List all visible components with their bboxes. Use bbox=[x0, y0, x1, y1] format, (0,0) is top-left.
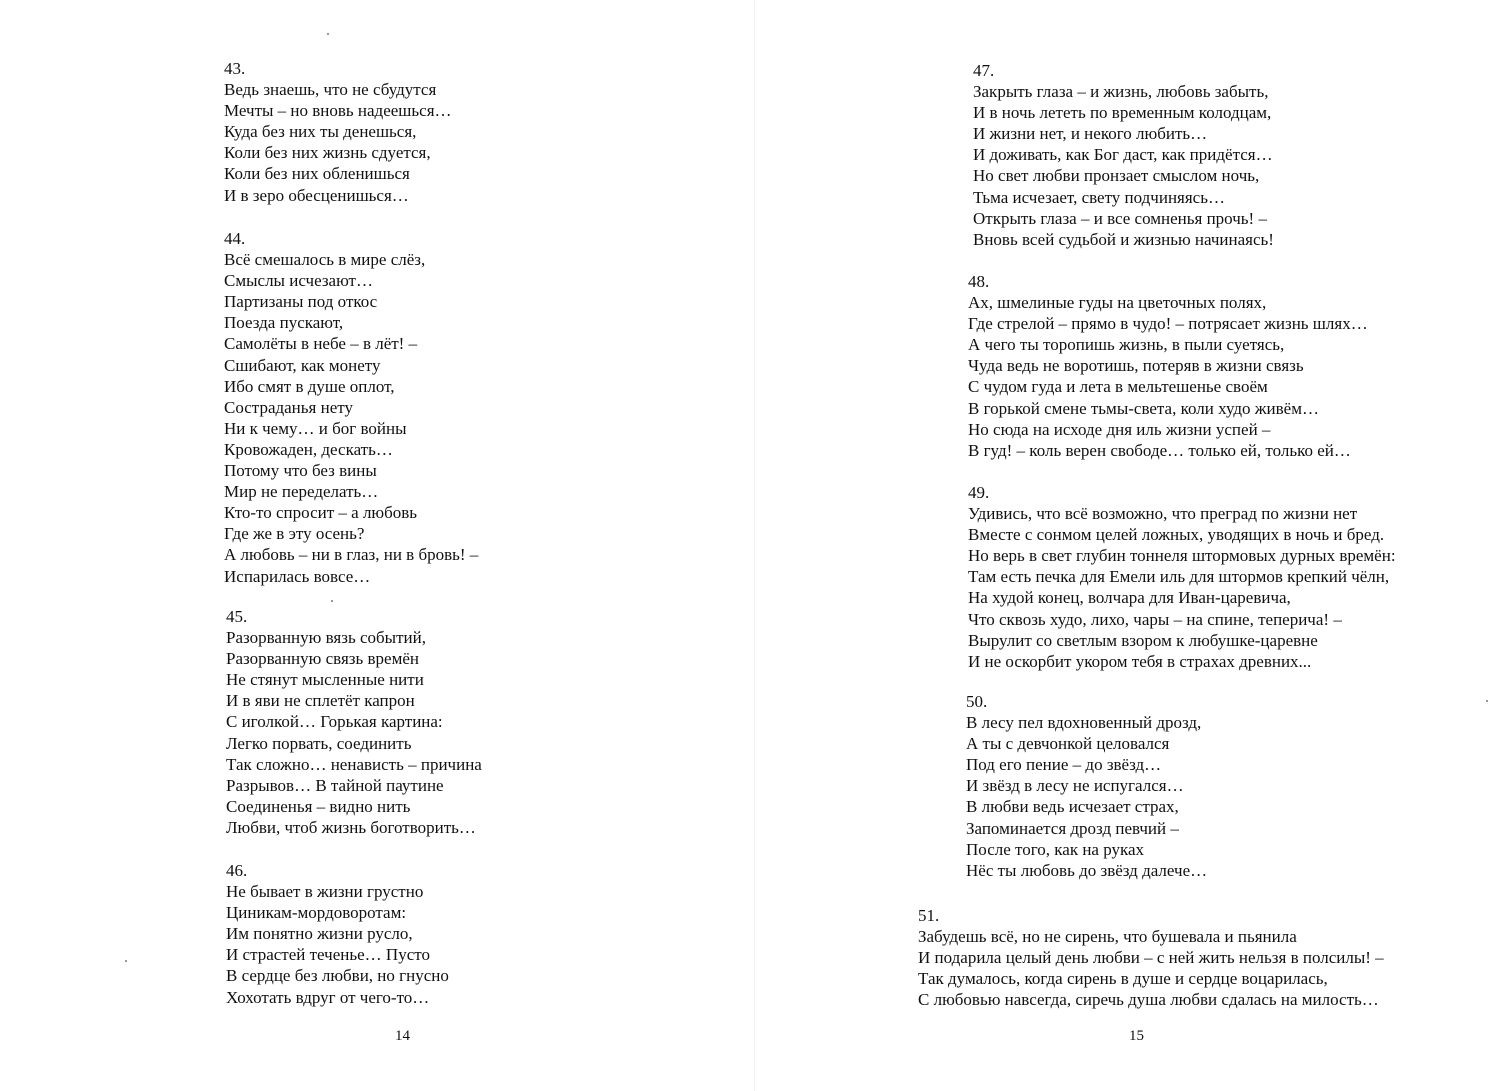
poem-line: Где стрелой – прямо в чудо! – потрясает жизнь шлях… bbox=[968, 314, 1368, 334]
poem-line: Партизаны под откос bbox=[224, 292, 378, 312]
poem-line: А чего ты торопишь жизнь, в пыли суетясь, bbox=[968, 335, 1285, 355]
poem-line: Удивись, что всё возможно, что преград по жизни нет bbox=[968, 504, 1358, 524]
poem-line: Коли без них жизнь сдуется, bbox=[224, 143, 431, 163]
poem-block bbox=[918, 905, 1384, 1010]
poem-line: Состраданья нету bbox=[224, 397, 353, 417]
poem-line: Разорванную связь времён bbox=[226, 649, 419, 669]
poem-block bbox=[973, 60, 1274, 250]
poem-line: И подарила целый день любви – с ней жить нельзя в полсилы! – bbox=[918, 948, 1384, 968]
poem-line: Мечты – но вновь надеешься… bbox=[224, 101, 452, 121]
poem-line: Самолёты в небе – в лёт! – bbox=[224, 334, 418, 354]
poem-line: Под его пение – до звёзд… bbox=[966, 755, 1162, 775]
poem-number: 51. bbox=[918, 906, 940, 925]
poem-line: Любви, чтоб жизнь боготворить… bbox=[226, 817, 476, 837]
poem-line: Чуда ведь не воротишь, потеряв в жизни связь bbox=[968, 356, 1304, 376]
poem-block bbox=[968, 271, 1368, 461]
poem-line: Не бывает в жизни грустно bbox=[226, 882, 424, 902]
poem-line: Что сквозь худо, лихо, чары – на спине, теперича! – bbox=[968, 609, 1342, 629]
poem-line: Ни к чему… и бог войны bbox=[224, 418, 407, 438]
poem-line: И доживать, как Бог даст, как придётся… bbox=[973, 145, 1273, 165]
poem-line: Ибо смят в душе оплот, bbox=[224, 376, 395, 396]
poem-line: Легко порвать, соединить bbox=[226, 733, 412, 753]
poem-line: Потому что без вины bbox=[224, 461, 377, 481]
poem-number: 49. bbox=[968, 483, 990, 502]
poem-line: Хохотать вдруг от чего-то… bbox=[226, 987, 430, 1007]
poem-line: Забудешь всё, но не сирень, что бушевала и пьянила bbox=[918, 927, 1297, 947]
poem-line: А ты с девчонкой целовался bbox=[966, 734, 1170, 754]
poem-number: 46. bbox=[226, 861, 248, 880]
poem-line: Нёс ты любовь до звёзд далече… bbox=[966, 860, 1208, 880]
page-number: 14 bbox=[395, 1028, 410, 1044]
poem-block bbox=[224, 228, 478, 587]
poem-line: Тьма исчезает, свету подчиняясь… bbox=[973, 187, 1225, 207]
poem-line: Ах, шмелиные гуды на цветочных полях, bbox=[968, 293, 1267, 313]
poem-block bbox=[226, 860, 449, 1008]
poem-line: С иголкой… Горькая картина: bbox=[226, 712, 443, 732]
poem-line: Им понятно жизни русло, bbox=[226, 924, 413, 944]
poem-line: С любовью навсегда, сиречь душа любви сдалась на милость… bbox=[918, 990, 1379, 1010]
poem-line: Куда без них ты денешься, bbox=[224, 122, 417, 142]
poem-line: В сердце без любви, но гнусно bbox=[226, 966, 449, 986]
poem-line: Открыть глаза – и все сомненья прочь! – bbox=[973, 208, 1267, 228]
poem-line: Испарилась вовсе… bbox=[224, 566, 371, 586]
poem-line: Разорванную вязь событий, bbox=[226, 628, 426, 648]
poem-line: Всё смешалось в мире слёз, bbox=[224, 250, 426, 270]
poem-block bbox=[966, 691, 1207, 881]
dust-speck bbox=[125, 960, 127, 962]
dust-speck bbox=[1486, 700, 1488, 702]
dust-speck bbox=[331, 600, 333, 602]
poem-line: И жизни нет, и некого любить… bbox=[973, 124, 1208, 144]
poem-number: 47. bbox=[973, 61, 995, 80]
poem-line: И звёзд в лесу не испугался… bbox=[966, 776, 1184, 796]
poem-line: Коли без них обленишься bbox=[224, 164, 410, 184]
poem-line: С чудом гуда и лета в мельтешенье своём bbox=[968, 377, 1268, 397]
poem-line: Там есть печка для Емели иль для штормов крепкий чёлн, bbox=[968, 567, 1390, 587]
page-number: 15 bbox=[1129, 1028, 1144, 1044]
poem-line: Кто-то спросит – а любовь bbox=[224, 503, 418, 523]
poem-line: Так думалось, когда сирень в душе и сердце воцарилась, bbox=[918, 969, 1328, 989]
poem-line: Мир не переделать… bbox=[224, 482, 379, 502]
right-page bbox=[755, 0, 1510, 1091]
poem-line: Где же в эту осень? bbox=[224, 524, 365, 544]
poem-line: Поезда пускают, bbox=[224, 313, 344, 333]
poem-number: 44. bbox=[224, 229, 246, 248]
poem-number: 50. bbox=[966, 692, 988, 711]
poem-line: На худой конец, волчара для Иван-царевича, bbox=[968, 588, 1291, 608]
poem-line: Вырулит со светлым взором к любушке-царевне bbox=[968, 630, 1318, 650]
poem-block bbox=[968, 482, 1396, 672]
poem-line: Закрыть глаза – и жизнь, любовь забыть, bbox=[973, 82, 1269, 102]
poem-number: 45. bbox=[226, 607, 248, 626]
poem-line: Вновь всей судьбой и жизнью начинаясь! bbox=[973, 229, 1274, 249]
poem-line: Разрывов… В тайной паутине bbox=[226, 775, 444, 795]
poem-line: Ведь знаешь, что не сбудутся bbox=[224, 80, 437, 100]
poem-line: Но сюда на исходе дня иль жизни успей – bbox=[968, 419, 1271, 439]
poem-line: И в зеро обесценишься… bbox=[224, 185, 409, 205]
poem-line: Запоминается дрозд певчий – bbox=[966, 818, 1179, 838]
poem-line: Кровожаден, дескать… bbox=[224, 439, 393, 459]
poem-number: 43. bbox=[224, 59, 246, 78]
poem-line: В любви ведь исчезает страх, bbox=[966, 797, 1179, 817]
poem-line: Циникам-мордоворотам: bbox=[226, 903, 407, 923]
poem-line: И страстей теченье… Пусто bbox=[226, 945, 430, 965]
poem-number: 48. bbox=[968, 272, 990, 291]
poem-line: А любовь – ни в глаз, ни в бровь! – bbox=[224, 545, 479, 565]
poem-line: И в ночь лететь по временным колодцам, bbox=[973, 103, 1272, 123]
poem-line: Не стянут мысленные нити bbox=[226, 670, 424, 690]
poem-block bbox=[226, 606, 482, 838]
poem-line: И в яви не сплетёт капрон bbox=[226, 691, 415, 711]
poem-line: После того, как на руках bbox=[966, 839, 1145, 859]
poem-line: Но свет любви пронзает смыслом ночь, bbox=[973, 166, 1260, 186]
poem-line: Так сложно… ненависть – причина bbox=[226, 754, 482, 774]
poem-line: И не оскорбит укором тебя в страхах древних... bbox=[968, 651, 1312, 671]
poem-block bbox=[224, 58, 452, 206]
poem-line: Вместе с сонмом целей ложных, уводящих в ночь и бред. bbox=[968, 525, 1385, 545]
poem-line: В гуд! – коль верен свободе… только ей, только ей… bbox=[968, 440, 1351, 460]
poem-line: В лесу пел вдохновенный дрозд, bbox=[966, 713, 1202, 733]
dust-speck bbox=[327, 33, 329, 35]
poem-line: Соединенья – видно нить bbox=[226, 796, 411, 816]
poem-line: Сшибают, как монету bbox=[224, 355, 381, 375]
poem-line: Но верь в свет глубин тоннеля штормовых дурных времён: bbox=[968, 546, 1396, 566]
poem-line: В горькой смене тьмы-света, коли худо живём… bbox=[968, 398, 1319, 418]
poem-line: Смыслы исчезают… bbox=[224, 271, 373, 291]
